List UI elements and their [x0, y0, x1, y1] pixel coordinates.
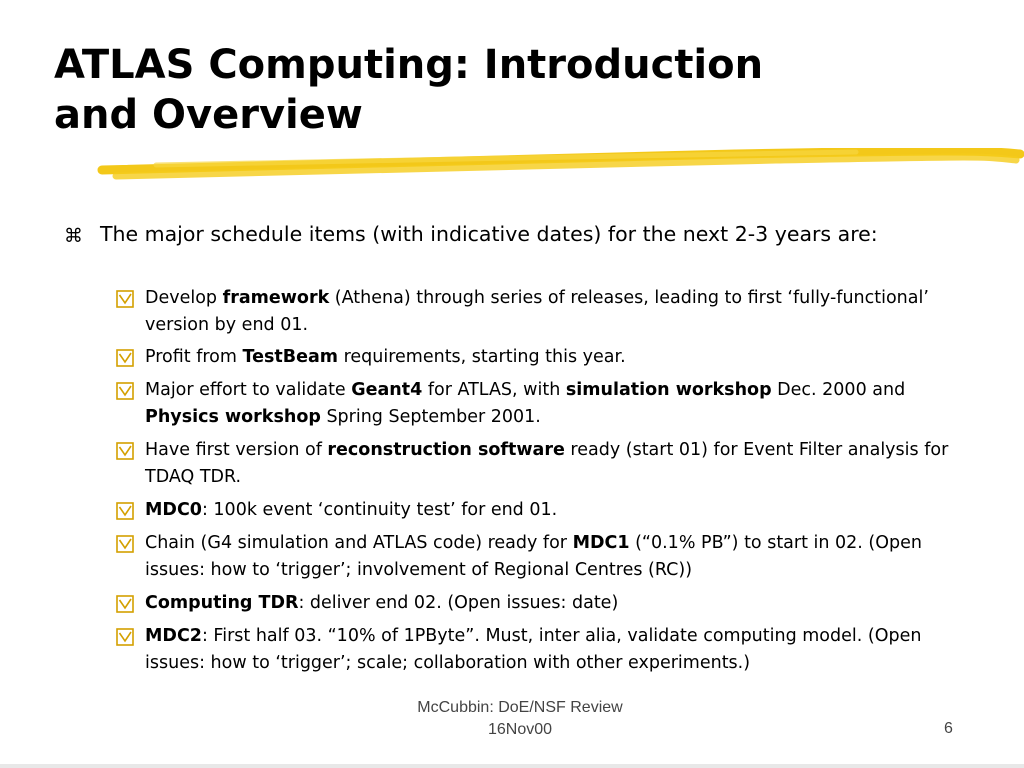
- page-number: 6: [944, 720, 953, 737]
- slide-footer: [340, 697, 700, 741]
- highlighter-stroke-decoration: [96, 148, 1024, 184]
- list-item: Profit from TestBeam requirements, starting this year.: [116, 344, 956, 371]
- list-item: Computing TDR: deliver end 02. (Open issues: date): [116, 590, 956, 617]
- title-line-1: ATLAS Computing: Introduction: [54, 42, 764, 88]
- list-item: Chain (G4 simulation and ATLAS code) ready for MDC1 (“0.1% PB”) to start in 02. (Open issues: how to ‘trigger’; involvement of Regional Centres (RC)): [116, 530, 956, 584]
- checkbox-bullet-icon: [116, 535, 134, 553]
- list-item: Develop framework (Athena) through series of releases, leading to first ‘fully-functional’ version by end 01.: [116, 285, 956, 339]
- list-item: Major effort to validate Geant4 for ATLAS, with simulation workshop Dec. 2000 and Physics workshop Spring September 2001.: [116, 377, 956, 431]
- title-line-2: and Overview: [54, 92, 363, 138]
- footer-line-2: 16Nov00: [487, 721, 553, 738]
- checkbox-bullet-icon: [116, 628, 134, 646]
- command-key-icon: ⌘: [64, 225, 83, 247]
- list-item: MDC2: First half 03. “10% of 1PByte”. Must, inter alia, validate computing model. (Open issues: how to ‘trigger’; scale; collaboration with other experiments.): [116, 623, 956, 677]
- checkbox-bullet-icon: [116, 382, 134, 400]
- checkbox-bullet-icon: [116, 595, 134, 613]
- checkbox-bullet-icon: [116, 442, 134, 460]
- checkbox-bullet-icon: [116, 502, 134, 520]
- footer-line-1: McCubbin: DoE/NSF Review: [417, 699, 623, 716]
- main-bullet-text: The major schedule items (with indicative dates) for the next 2-3 years are:: [100, 222, 878, 246]
- slide-title: [54, 40, 954, 140]
- main-bullet: [64, 220, 944, 248]
- list-item: MDC0: 100k event ‘continuity test’ for end 01.: [116, 497, 956, 524]
- list-item: Have first version of reconstruction software ready (start 01) for Event Filter analysis for TDAQ TDR.: [116, 437, 956, 491]
- bottom-divider: [0, 764, 1024, 768]
- checkbox-bullet-icon: [116, 349, 134, 367]
- checkbox-bullet-icon: [116, 290, 134, 308]
